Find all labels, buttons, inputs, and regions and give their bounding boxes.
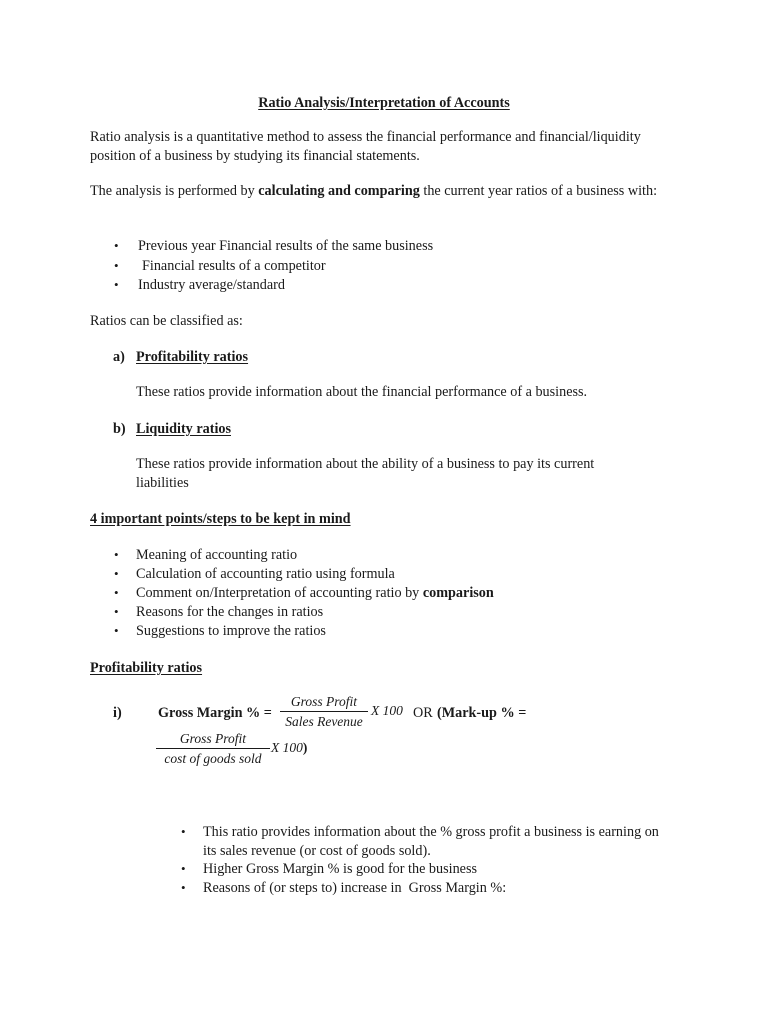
class-b-heading: Liquidity ratios [136,421,231,437]
analysis-paragraph [90,182,680,201]
bullet-icon: • [181,824,186,839]
list-item-text: Financial results of a competitor [142,258,326,274]
gross-margin-numerator: Gross Profit [280,693,368,712]
times-100-text: X 100 [371,703,403,718]
intro-paragraph: Ratio analysis is a quantitative method to assess the financial performance and financial/liquidity position of a business by studying its financial statements. [90,129,641,164]
times-100-second [271,739,307,758]
markup-numerator: Gross Profit [156,730,270,749]
markup-fraction [156,730,270,767]
markup-label-text: Mark-up % = [441,705,527,721]
markup-label [437,704,526,723]
bullet-icon: • [114,238,119,253]
list-item-text: This ratio provides information about the % gross profit a business is earning on its sales revenue (or cost of goods sold). [203,824,659,859]
list-item-text: Reasons for the changes in ratios [136,604,324,620]
class-b-text: These ratios provide information about the ability of a business to pay its current liabilities [136,456,595,491]
list-item-text: Reasons of (or steps to) increase in Gross Margin %: [203,880,507,896]
bullet-icon: • [114,277,119,292]
bullet-icon: • [114,258,119,273]
bullet-icon: • [114,547,119,562]
bullet-icon: • [181,861,186,876]
gross-margin-denominator: Sales Revenue [285,714,363,729]
times-100 [371,702,403,721]
or-text: OR [413,705,433,721]
markup-close: ) [302,740,308,755]
list-item-bold: comparison [422,585,494,601]
list-item-text: Calculation of accounting ratio using formula [136,566,395,582]
bullet-icon: • [181,880,186,895]
class-a-marker: a) [113,349,125,365]
analysis-bold: calculating and comparing [258,183,420,199]
list-item-text [136,584,494,603]
markup-open: ( [437,705,442,721]
profitability-heading: Profitability ratios [90,660,203,676]
list-item-text: Previous year Financial results of the same business [138,238,434,254]
gross-margin-fraction [280,693,368,730]
analysis-suffix: the current year ratios of a business with: [419,183,658,199]
class-a-heading: Profitability ratios [136,349,249,365]
formula-marker: i) [113,705,122,721]
gross-margin-label: Gross Margin % = [158,705,272,721]
times-100-second-text: X 100 [271,740,303,755]
page-title: Ratio Analysis/Interpretation of Accounts [258,95,510,111]
list-item-text: Meaning of accounting ratio [136,547,298,563]
markup-denominator: cost of goods sold [164,751,262,766]
analysis-prefix: The analysis is performed by [90,183,259,199]
list-item-text: Higher Gross Margin % is good for the business [203,861,478,877]
bullet-icon: • [114,604,119,619]
list-item-text: Industry average/standard [138,277,285,293]
bullet-icon: • [114,566,119,581]
list-item-plain: Comment on/Interpretation of accounting ratio by [136,585,423,601]
classified-text: Ratios can be classified as: [90,313,243,329]
bullet-icon: • [114,585,119,600]
list-item-text: Suggestions to improve the ratios [136,623,326,639]
class-b-marker: b) [113,421,126,437]
bullet-icon: • [114,623,119,638]
points-heading: 4 important points/steps to be kept in mind [90,511,351,527]
class-a-text: These ratios provide information about the financial performance of a business. [136,384,588,400]
